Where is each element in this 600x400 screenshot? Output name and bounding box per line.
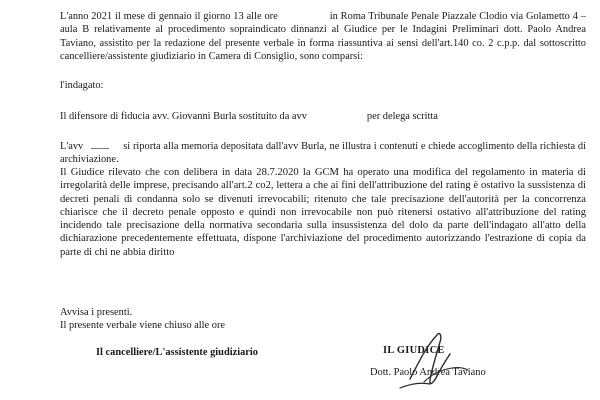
avv-blank: [91, 139, 109, 149]
giudice-signature-label: IL GIUDICE: [383, 345, 445, 356]
giudice-paragraph: Il Giudice rilevato che con delibera in data 28.7.2020 la GCM ha operato una modifica del regolamento in materia di irregolarità delle imprese, precisando all'art.2 co2, lettera a che ai fini dell'attribuzione del rating è ostativo la sussistenza di decreti penali di condanna solo se divenuti irrevocabili; ritenuto che tale precisazione dell'autorità per la concorrenza chiarisce che il decreto penale opposto e quindi non irrevocabile non può ritenersi ostativo all'attribuzione del rating incidendo tale precisazione della normativa secondaria sulla insussistenza del dolo da parte dell'indagato all'atto della dichiarazione precedentemente effettuata, dispone l'archiviazione del procedimento autorizzando l'estrazione di copia da parte di chi ne abbia diritto: [60, 167, 586, 258]
opening-date-text: L'anno 2021 il mese di gennaio il giorno 13 alle ore: [60, 11, 278, 22]
avvocato-paragraph: [60, 139, 586, 167]
avv-label: L'avv: [60, 141, 84, 152]
opening-body-text: in Roma Tribunale Penale Piazzale Clodio via Golametto 4 – aula B relativamente al procedimento sopraindicato dinnanzi al Giudice per le Indagini Preliminari dott. Paolo Andrea Taviano, assistito per la redazione del presente verbale in forma riassuntiva ai sensi dell'art.140 co. 2 c.p.p. dal sottoscritto cancelliere/assistente giudiziario in Camera di Consiglio, sono comparsi:: [60, 11, 586, 63]
judge-name: Dott. Paolo Andrea Taviano: [370, 367, 486, 378]
delega-text: per delega scritta: [366, 111, 438, 122]
avvisa-text: Avvisa i presenti.: [60, 307, 133, 318]
avv-text: si riporta alla memoria depositata dall'avv Burla, ne illustra i contenuti e chiede accoglimento della richiesta di archiviazione.: [60, 141, 586, 166]
handwritten-signature-icon: [380, 324, 490, 394]
cancelliere-signature-label: Il cancelliere/L'assistente giudiziario: [96, 347, 258, 358]
chiuso-text: Il presente verbale viene chiuso alle ore: [60, 320, 226, 332]
indagato-label: l'indagato:: [60, 80, 104, 91]
closing-block: [60, 306, 225, 333]
difensore-text: Il difensore di fiducia avv. Giovanni Burla sostituito da avv: [60, 111, 307, 122]
opening-paragraph: [60, 10, 586, 64]
difensore-line: [60, 111, 438, 122]
